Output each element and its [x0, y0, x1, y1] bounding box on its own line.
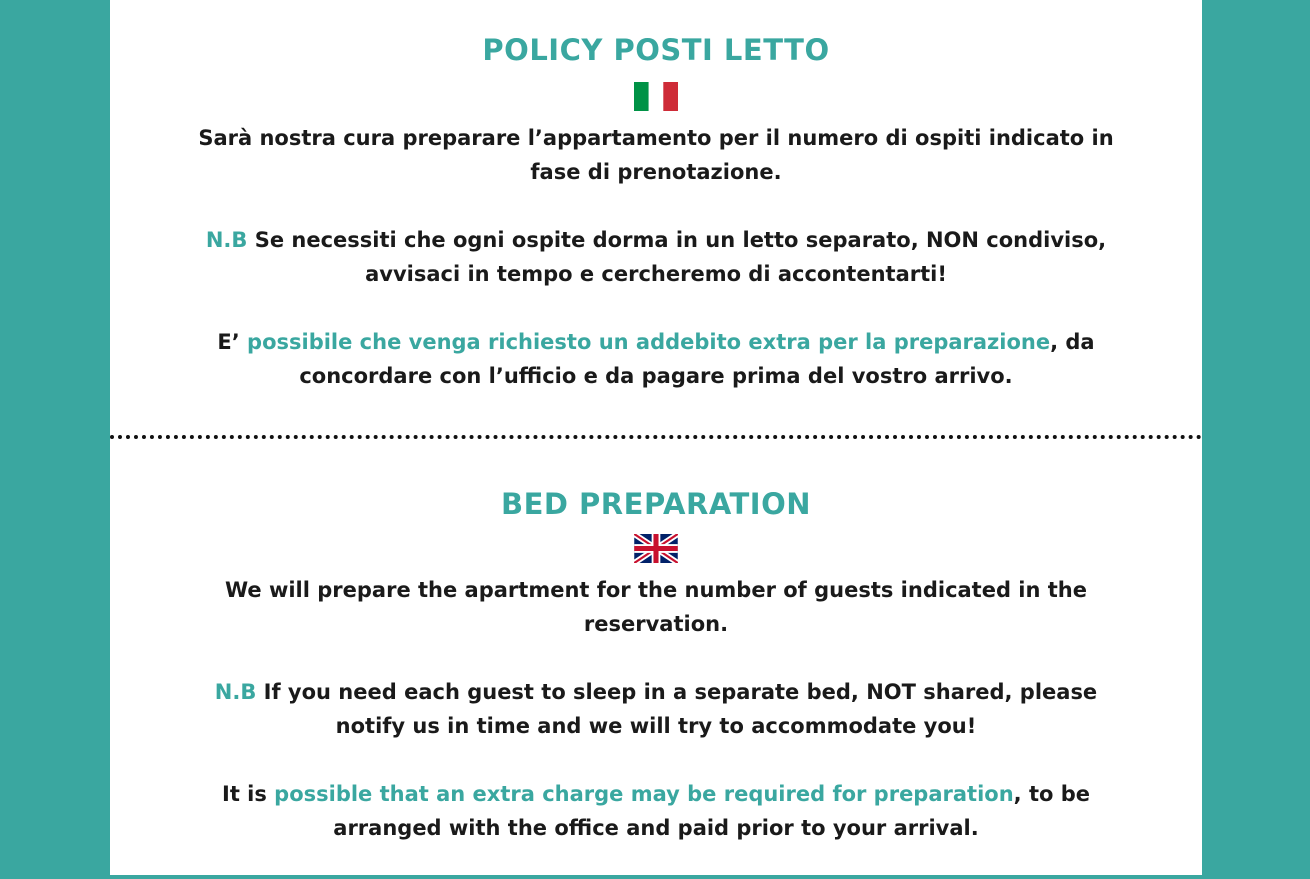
italian-paragraph-2-text: Se necessiti che ogni ospite dorma in un letto separato, NON condiviso, avvisaci in tempo e cercheremo di accontentarti! [247, 228, 1107, 286]
english-paragraph-2-text: If you need each guest to sleep in a separate bed, NOT shared, please notify us in time and we will try to accommodate you! [256, 680, 1098, 738]
english-paragraph-1: We will prepare the apartment for the number of guests indicated in the reservation. [224, 578, 1087, 636]
italian-paragraph-3-lead: E’ [217, 330, 248, 354]
policy-card [110, 0, 1202, 875]
uk-flag-icon [634, 534, 678, 563]
italian-title: POLICY POSTI LETTO [482, 33, 830, 67]
italian-paragraph-3-tail: , da concordare con l’ufficio e da pagare prima del vostro arrivo. [299, 330, 1095, 388]
nb-label: N.B [214, 680, 257, 704]
italian-extra-charge-highlight: possibile che venga richiesto un addebito extra per la preparazione [247, 330, 1051, 354]
english-paragraph-3-lead: It is [222, 782, 275, 806]
english-extra-charge-highlight: possible that an extra charge may be required for preparation [274, 782, 1014, 806]
italian-section [110, 30, 1202, 427]
italian-paragraph-1: Sarà nostra cura preparare l’appartamento per il numero di ospiti indicato in fase di prenotazione. [198, 126, 1114, 184]
italy-flag-icon [634, 82, 678, 111]
english-title: BED PREPARATION [500, 487, 812, 521]
nb-label: N.B [205, 228, 248, 252]
italian-paragraph-3 [186, 325, 1126, 393]
english-paragraph-3 [196, 777, 1116, 845]
dotted-divider [110, 435, 1202, 439]
english-paragraph-3-tail: , to be arranged with the office and paid prior to your arrival. [333, 782, 1090, 840]
italian-paragraph-2 [176, 223, 1136, 291]
english-paragraph-2 [186, 675, 1126, 743]
english-section [110, 484, 1202, 879]
